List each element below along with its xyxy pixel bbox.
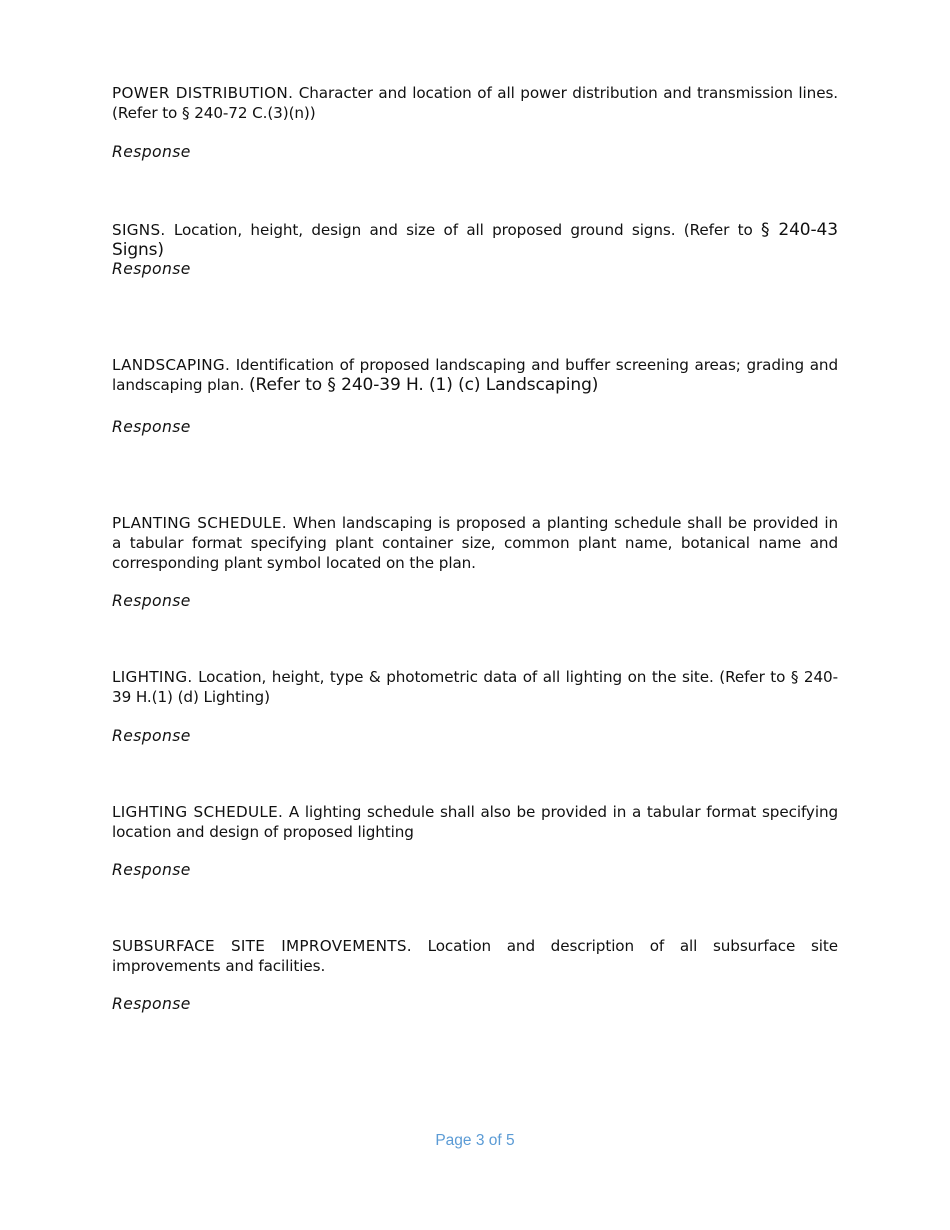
response-label: Response (112, 995, 191, 1013)
section-lighting (112, 667, 838, 745)
section-paragraph (112, 667, 838, 707)
section-text: Location, height, type & photometric data of all lighting on the site. (Refer to § 240-39 H.(1) (d) Lighting) (112, 668, 838, 706)
section-heading: POWER DISTRIBUTION. (112, 84, 294, 102)
section-text: A lighting schedule shall also be provided in a tabular format specifying location and design of proposed lighting (112, 803, 839, 841)
section-reference: (Refer to § 240-39 H. (1) (c) Landscaping) (248, 375, 599, 395)
section-paragraph (112, 83, 838, 123)
section-lighting-schedule (112, 802, 839, 879)
section-text: When landscaping is proposed a planting schedule shall be provided in a tabular format specifying plant container size, common plant name, botanical name and corresponding plant symbol located on the plan. (112, 514, 839, 572)
section-landscaping (112, 355, 838, 436)
response-label: Response (112, 861, 191, 879)
section-text: Identification of proposed landscaping and buffer screening areas; grading and landscaping plan. (112, 356, 838, 394)
section-paragraph (112, 513, 838, 573)
response-label: Response (112, 260, 191, 278)
section-heading: LIGHTING SCHEDULE. (112, 803, 284, 821)
section-text: Location, height, design and size of all proposed ground signs. (Refer to (165, 221, 762, 239)
page-number-footer: Page 3 of 5 (435, 1132, 515, 1149)
response-label: Response (112, 592, 191, 610)
section-paragraph (112, 936, 838, 976)
section-paragraph (112, 220, 838, 260)
section-reference: § 240-43 Signs) (112, 220, 838, 260)
section-text: Character and location of all power distribution and transmission lines. (Refer to § 240-72 C.(3)(n)) (112, 84, 838, 122)
section-text: Location and description of all subsurface site improvements and facilities. (112, 937, 838, 975)
section-paragraph (112, 355, 838, 395)
response-label: Response (112, 727, 191, 745)
section-paragraph (112, 802, 838, 842)
section-heading: SIGNS. (112, 221, 166, 239)
section-signs (112, 220, 838, 278)
section-subsurface-site-improvements (112, 936, 838, 1013)
response-label: Response (112, 143, 191, 161)
section-heading: LANDSCAPING. (112, 356, 231, 374)
response-label: Response (112, 418, 191, 436)
section-heading: LIGHTING. (112, 668, 193, 686)
section-planting-schedule (112, 513, 839, 610)
section-power-distribution (112, 83, 838, 161)
section-heading: PLANTING SCHEDULE. (112, 514, 287, 532)
section-heading: SUBSURFACE SITE IMPROVEMENTS. (112, 937, 412, 955)
